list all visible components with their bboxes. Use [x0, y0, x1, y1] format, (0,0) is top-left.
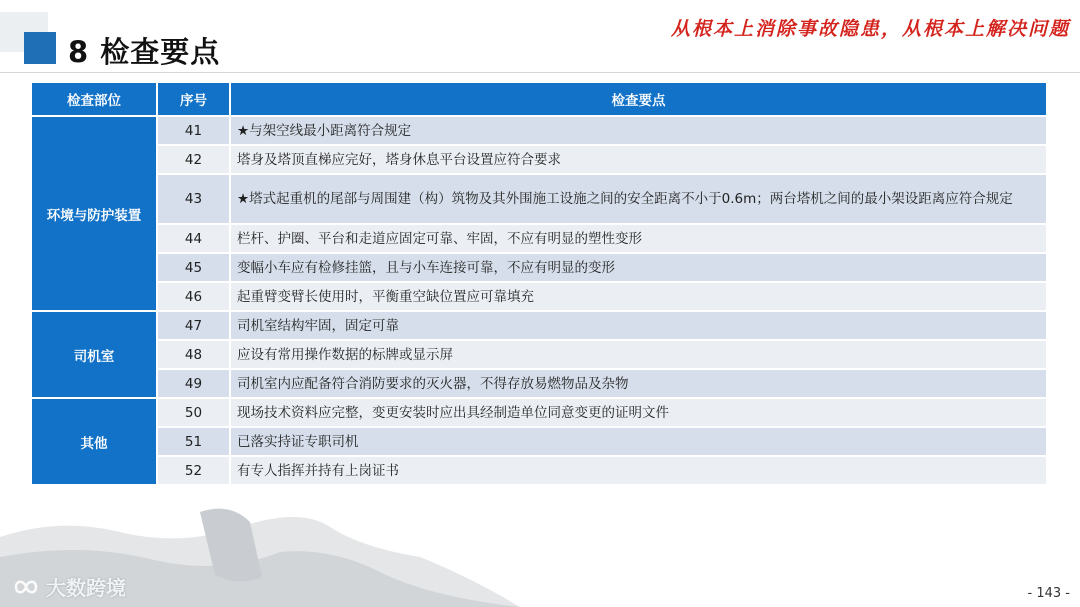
table-row: [32, 282, 1046, 311]
row-number: 41: [157, 116, 230, 145]
inspection-table: [32, 83, 1046, 484]
slogan-text: 从根本上消除事故隐患，从根本上解决问题: [670, 18, 1070, 40]
page-title: 8 检查要点: [68, 35, 221, 69]
row-number: 45: [157, 253, 230, 282]
table-row: [32, 369, 1046, 398]
table-row: [32, 224, 1046, 253]
title-divider: [0, 72, 1080, 73]
table-row: [32, 340, 1046, 369]
table-header-row: [32, 83, 1046, 116]
row-text: 现场技术资料应完整，变更安装时应出具经制造单位同意变更的证明文件: [230, 398, 1046, 427]
row-number: 47: [157, 311, 230, 340]
category-cell: 司机室: [32, 311, 157, 398]
table-row: [32, 174, 1046, 224]
row-text: 有专人指挥并持有上岗证书: [230, 456, 1046, 484]
row-number: 48: [157, 340, 230, 369]
brand-logo: [12, 572, 126, 601]
row-text: 司机室结构牢固，固定可靠: [230, 311, 1046, 340]
column-header-location: 检查部位: [32, 83, 157, 116]
page-number: - 143 -: [1027, 586, 1070, 601]
title-marker-square: [24, 32, 56, 64]
row-text: 应设有常用操作数据的标牌或显示屏: [230, 340, 1046, 369]
table-row: [32, 456, 1046, 484]
column-header-points: 检查要点: [230, 83, 1046, 116]
row-number: 46: [157, 282, 230, 311]
row-text: 变幅小车应有检修挂篮，且与小车连接可靠，不应有明显的变形: [230, 253, 1046, 282]
row-number: 42: [157, 145, 230, 174]
row-text: ★与架空线最小距离符合规定: [230, 116, 1046, 145]
row-text: 栏杆、护圈、平台和走道应固定可靠、牢固，不应有明显的塑性变形: [230, 224, 1046, 253]
row-number: 50: [157, 398, 230, 427]
row-number: 49: [157, 369, 230, 398]
row-number: 43: [157, 174, 230, 224]
table-row: [32, 427, 1046, 456]
brand-name: 大数跨境: [46, 576, 126, 600]
table-row: [32, 311, 1046, 340]
table-row: [32, 253, 1046, 282]
category-cell: 其他: [32, 398, 157, 484]
row-number: 44: [157, 224, 230, 253]
row-text: 塔身及塔顶直梯应完好，塔身休息平台设置应符合要求: [230, 145, 1046, 174]
row-number: 51: [157, 427, 230, 456]
table-row: [32, 145, 1046, 174]
row-number: 52: [157, 456, 230, 484]
row-text: 司机室内应配备符合消防要求的灭火器，不得存放易燃物品及杂物: [230, 369, 1046, 398]
infinity-logo-icon: [12, 576, 40, 598]
category-cell: 环境与防护装置: [32, 116, 157, 311]
table-row: [32, 398, 1046, 427]
row-text: 已落实持证专职司机: [230, 427, 1046, 456]
table-row: [32, 116, 1046, 145]
row-text: ★塔式起重机的尾部与周围建（构）筑物及其外围施工设施之间的安全距离不小于0.6m；两台塔机之间的最小架设距离应符合规定: [230, 174, 1046, 224]
row-text: 起重臂变臂长使用时，平衡重空缺位置应可靠填充: [230, 282, 1046, 311]
column-header-number: 序号: [157, 83, 230, 116]
